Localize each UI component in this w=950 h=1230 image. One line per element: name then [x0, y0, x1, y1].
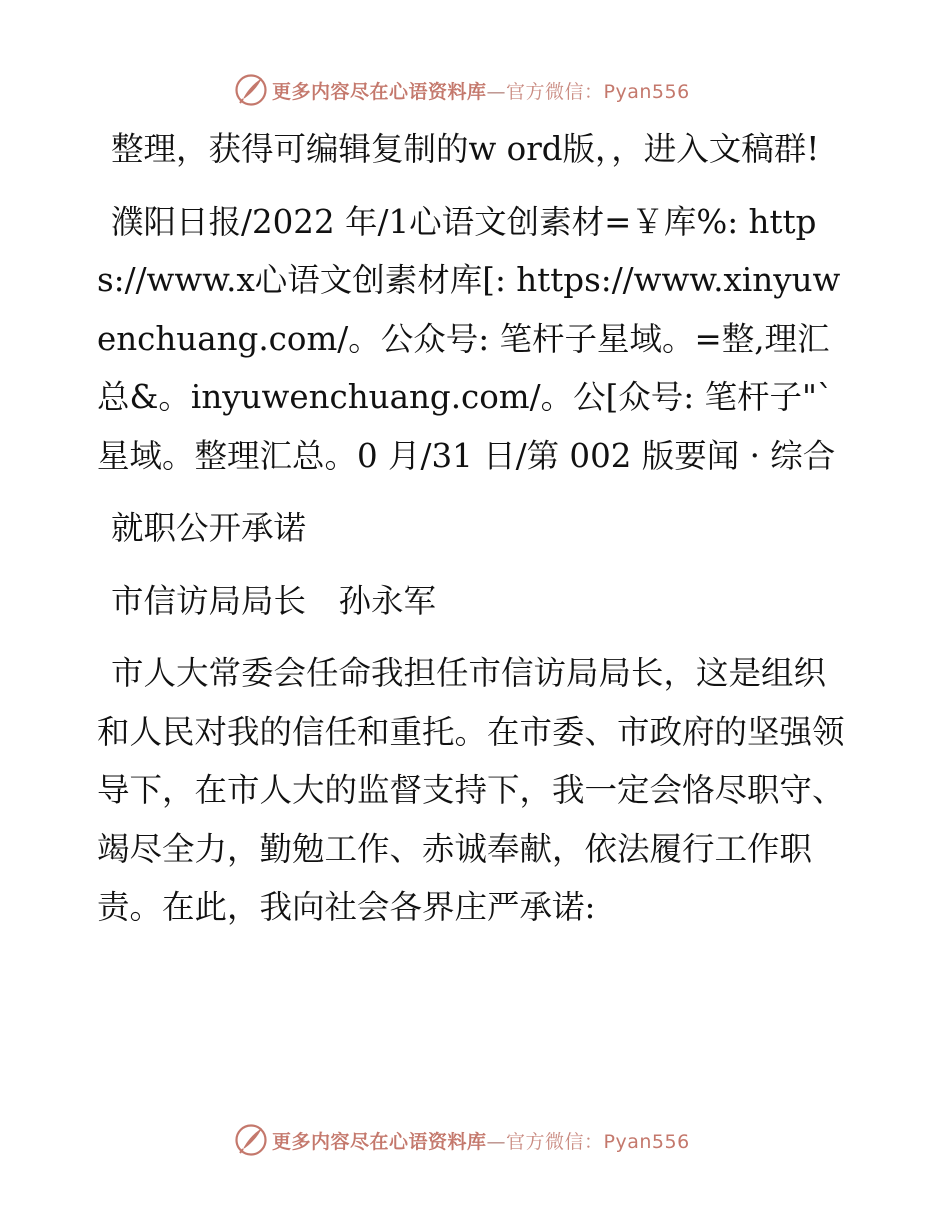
paragraph-text: 整理，获得可编辑复制的w ord版，，进入文稿群! [111, 130, 820, 168]
article-title: 就职公开承诺 [111, 509, 307, 547]
paragraph-intro [97, 120, 857, 179]
watermark-wechat-id: Pyan556 [603, 1130, 690, 1153]
quill-pen-logo-icon [234, 73, 268, 107]
watermark-wechat-id: Pyan556 [603, 80, 690, 103]
watermark-separator: — [486, 1130, 507, 1153]
footer-watermark [234, 1122, 690, 1158]
document-body [97, 120, 857, 951]
paragraph-text: 濮阳日报/2022 年/1心语文创素材=￥库%: https://www.x心语文创素材库[: https://www.xinyuwenchuang.com/。公众号: 笔杆子星域。=整,理汇总&。inyuwenchuang.com/。公[众号: 笔杆子"`星域。整理汇总。0 月/31 日/第 002 版要闻 · 综合 [97, 202, 841, 475]
paragraph-source [97, 193, 857, 486]
paragraph-author [97, 572, 857, 631]
paragraph-text: 市人大常委会任命我担任市信访局局长，这是组织和人民对我的信任和重托。在市委、市政府的坚强领导下，在市人大的监督支持下，我一定会恪尽职守、竭尽全力，勤勉工作、赤诚奉献，依法履行工作职责。在此，我向社会各界庄严承诺: [97, 654, 845, 926]
header-watermark [234, 72, 690, 108]
watermark-text [272, 1127, 690, 1154]
watermark-title: 更多内容尽在心语资料库 [272, 1130, 487, 1153]
watermark-separator: — [486, 80, 507, 103]
paragraph-title [97, 499, 857, 558]
quill-pen-logo-icon [234, 1123, 268, 1157]
paragraph-body [97, 644, 857, 937]
watermark-label: 官方微信： [506, 80, 604, 103]
watermark-title: 更多内容尽在心语资料库 [272, 80, 487, 103]
article-author: 市信访局局长 孙永军 [111, 581, 437, 620]
watermark-text [272, 77, 690, 104]
watermark-label: 官方微信： [506, 1130, 604, 1153]
